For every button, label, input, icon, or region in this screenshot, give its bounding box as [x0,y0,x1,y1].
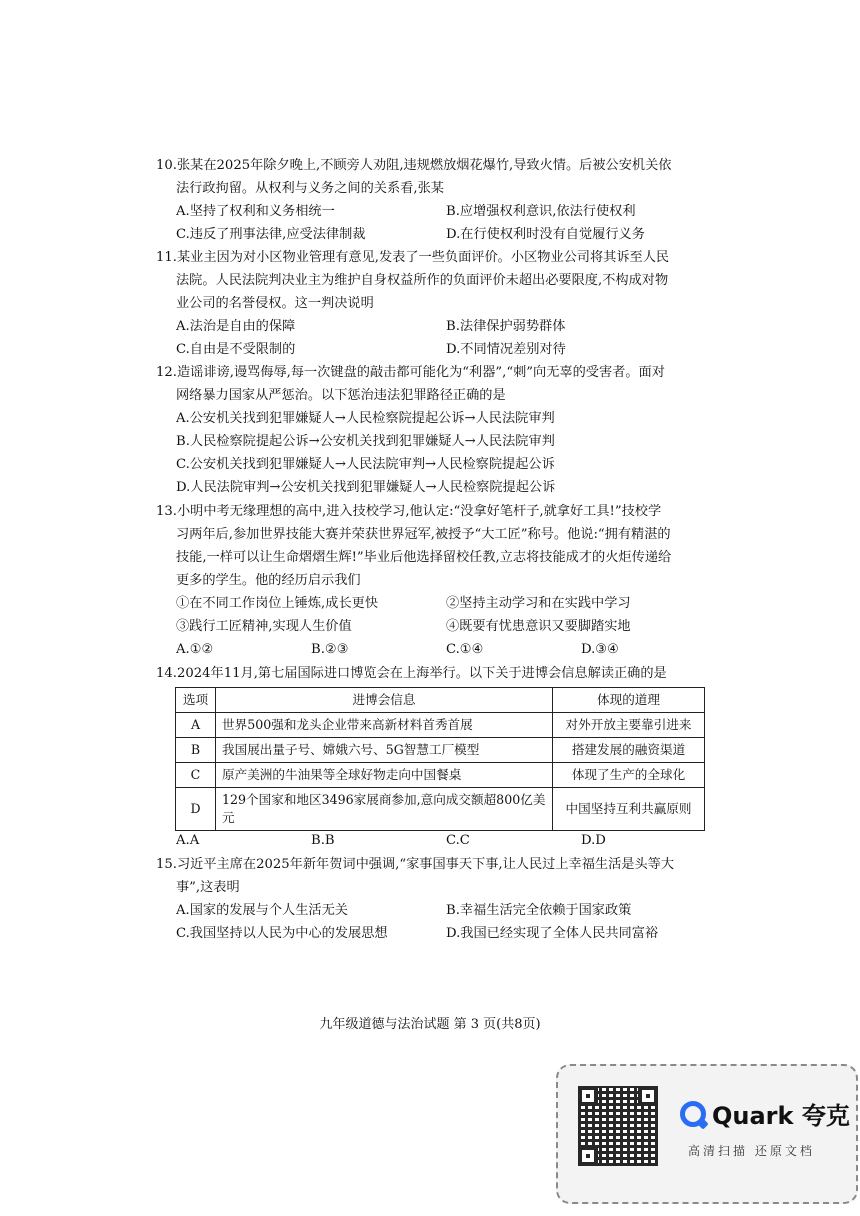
question-11 [156,246,716,361]
option-c: C.违反了刑事法律,应受法律制裁 [176,227,366,242]
option-a: A.公安机关找到犯罪嫌疑人→人民检察院提起公诉→人民法院审判 [176,411,555,426]
option-a: A.A [176,833,200,848]
question-stem-cont: 业公司的名誉侵权。这一判决说明 [176,296,374,311]
option-d: D.D [581,833,606,848]
table-header: 选项 [176,688,216,713]
quark-logo-icon [680,1101,706,1127]
question-stem-cont: 更多的学生。他的经历启示我们 [176,573,361,588]
option-a: A.坚持了权利和义务相统一 [176,204,335,219]
expo-info-table [175,687,705,831]
question-14-options [156,829,716,852]
statement-3: ③践行工匠精神,实现人生价值 [176,619,352,634]
question-stem-cont: 法行政拘留。从权利与义务之间的关系看,张某 [176,181,444,196]
option-a: A.国家的发展与个人生活无关 [176,903,348,918]
qr-finder-icon [578,1086,598,1106]
question-stem: 12.造谣诽谤,谩骂侮辱,每一次键盘的敲击都可能化为“利器”,“刺”向无辜的受害者。面对 [156,365,665,380]
table-cell: B [176,738,216,763]
table-header: 进博会信息 [216,688,553,713]
table-row [176,738,705,763]
quark-watermark [556,1064,858,1204]
table-header-row [176,688,705,713]
qr-finder-icon [578,1146,598,1166]
option-d: D.人民法院审判→公安机关找到犯罪嫌疑人→人民检察院提起公诉 [176,480,556,495]
statement-4: ④既要有忧患意识又要脚踏实地 [446,619,631,634]
question-stem-cont: 习两年后,参加世界技能大赛并荣获世界冠军,被授予“大工匠”称号。他说:“拥有精湛的 [176,527,671,542]
option-b: B.②③ [311,642,349,657]
option-b: B.B [311,833,335,848]
question-stem: 14.2024年11月,第七届国际进口博览会在上海举行。以下关于进博会信息解读正确的是 [156,666,667,681]
statement-1: ①在不同工作岗位上锤炼,成长更快 [176,596,379,611]
table-cell: 体现了生产的全球化 [553,763,705,788]
statement-2: ②坚持主动学习和在实践中学习 [446,596,631,611]
quark-brand-text: Quark 夸克 [712,1102,850,1130]
table-row [176,763,705,788]
option-d: D.③④ [581,642,619,657]
table-cell: 原产美洲的牛油果等全球好物走向中国餐桌 [216,763,553,788]
quark-brand [680,1096,850,1131]
table-cell: A [176,713,216,738]
table-row [176,788,705,831]
question-10 [156,154,716,246]
option-a: A.法治是自由的保障 [176,319,296,334]
option-b: B.法律保护弱势群体 [446,319,566,334]
table-cell: 129个国家和地区3496家展商参加,意向成交额超800亿美元 [216,788,553,831]
page-footer: 九年级道德与法治试题 第 3 页(共8页) [319,1017,541,1032]
table-row [176,713,705,738]
question-stem-cont: 网络暴力国家从严惩治。以下惩治违法犯罪路径正确的是 [176,388,506,403]
option-d: D.不同情况差别对待 [446,342,566,357]
question-stem-cont: 法院。人民法院判决业主为维护自身权益所作的负面评价未超出必要限度,不构成对物 [176,273,669,288]
question-15 [156,853,716,945]
option-d: D.在行使权利时没有自觉履行义务 [446,227,645,242]
qr-code-icon [578,1086,658,1166]
option-c: C.我国坚持以人民为中心的发展思想 [176,926,388,941]
table-header: 体现的道理 [553,688,705,713]
question-stem-cont: 事”,这表明 [176,880,240,895]
table-cell: 中国坚持互利共赢原则 [553,788,705,831]
option-c: C.自由是不受限制的 [176,342,296,357]
option-d: D.我国已经实现了全体人民共同富裕 [446,926,659,941]
question-13 [156,500,716,661]
question-stem: 11.某业主因为对小区物业管理有意见,发表了一些负面评价。小区物业公司将其诉至人民 [156,250,670,265]
question-stem: 10.张某在2025年除夕晚上,不顾旁人劝阻,违规燃放烟花爆竹,导致火情。后被公安机关依 [156,158,672,173]
question-stem: 13.小明中考无缘理想的高中,进入技校学习,他认定:“没拿好笔杆子,就拿好工具!”技校学 [156,504,662,519]
question-12 [156,361,716,499]
option-a: A.①② [176,642,214,657]
option-c: C.公安机关找到犯罪嫌疑人→人民法院审判→人民检察院提起公诉 [176,457,555,472]
question-14 [156,662,716,685]
option-c: C.C [446,833,470,848]
question-stem: 15.习近平主席在2025年新年贺词中强调,“家事国事天下事,让人民过上幸福生活是头等大 [156,857,675,872]
table-cell: 世界500强和龙头企业带来高新材料首秀首展 [216,713,553,738]
option-c: C.①④ [446,642,484,657]
table-cell: D [176,788,216,831]
table-cell: C [176,763,216,788]
option-b: B.应增强权利意识,依法行使权利 [446,204,636,219]
table-cell: 对外开放主要靠引进来 [553,713,705,738]
option-b: B.幸福生活完全依赖于国家政策 [446,903,632,918]
table-cell: 搭建发展的融资渠道 [553,738,705,763]
quark-tagline: 高清扫描 还原文档 [688,1144,815,1158]
option-b: B.人民检察院提起公诉→公安机关找到犯罪嫌疑人→人民法院审判 [176,434,555,449]
qr-finder-icon [638,1086,658,1106]
question-stem-cont: 技能,一样可以让生命熠熠生辉!”毕业后他选择留校任教,立志将技能成才的火炬传递给 [176,550,672,565]
table-cell: 我国展出量子号、嫦娥六号、5G智慧工厂模型 [216,738,553,763]
